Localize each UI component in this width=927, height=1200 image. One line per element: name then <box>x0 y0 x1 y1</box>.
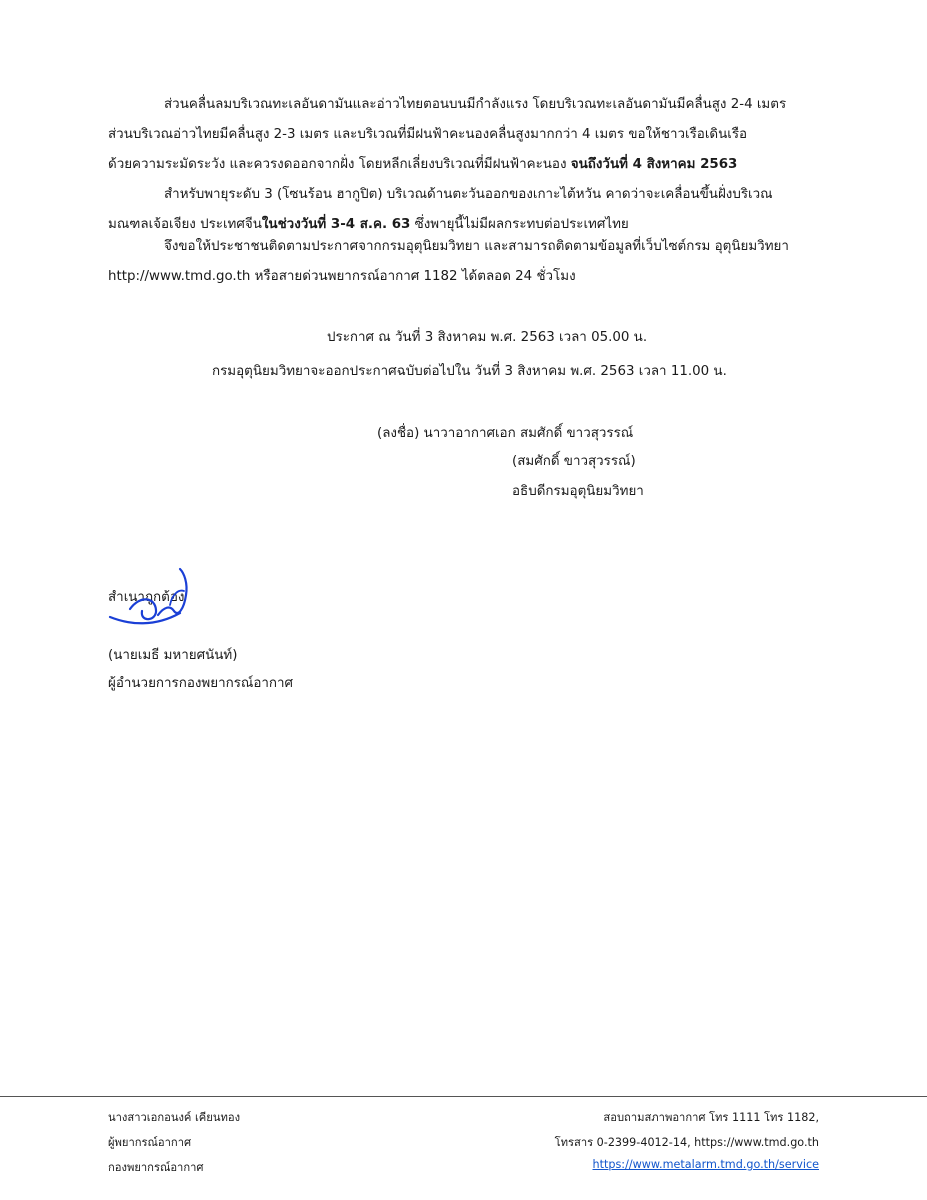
p2-line-1: สำหรับพายุระดับ 3 (โซนร้อน ฮากูปิต) บริเวณด้านตะวันออกของเกาะไต้หวัน คาดว่าจะเคลื่อนขึ้นฝั่งบริเวณ <box>164 187 773 202</box>
paragraph-sea-conditions <box>108 90 820 180</box>
footer-divider <box>0 1096 927 1097</box>
certified-name: (นายเมธี มหายศนันท์) <box>108 648 238 663</box>
p2-line-2a: มณฑลเจ้อเจียง ประเทศจีน <box>108 217 262 232</box>
announcement-next: กรมอุตุนิยมวิทยาจะออกประกาศฉบับต่อไปใน วันที่ 3 สิงหาคม พ.ศ. 2563 เวลา 11.00 น. <box>212 364 727 379</box>
signatory-signed: (ลงชื่อ) นาวาอากาศเอก สมศักดิ์ ขาวสุวรรณ์ <box>377 426 634 441</box>
paragraph-advice <box>108 232 820 292</box>
p1-line-3: ด้วยความระมัดระวัง และควรงดออกจากฝั่ง โดยหลีกเลี่ยงบริเวณที่มีฝนฟ้าคะนอง <box>108 157 571 172</box>
footer-author-name: นางสาวเอกอนงค์ เคียนทอง <box>108 1111 241 1124</box>
signatory-title: อธิบดีกรมอุตุนิยมวิทยา <box>512 484 644 499</box>
handwritten-signature <box>100 565 200 635</box>
footer-contact-fax: โทรสาร 0-2399-4012-14, https://www.tmd.go.th <box>554 1136 819 1149</box>
footer-author-division: กองพยากรณ์อากาศ <box>108 1161 204 1174</box>
p1-line-1: ส่วนคลื่นลมบริเวณทะเลอันดามันและอ่าวไทยตอนบนมีกำลังแรง โดยบริเวณทะเลอันดามันมีคลื่นสูง 2-4 เมตร <box>164 97 787 112</box>
signatory-name: (สมศักดิ์ ขาวสุวรรณ์) <box>512 454 636 469</box>
announcement-issued: ประกาศ ณ วันที่ 3 สิงหาคม พ.ศ. 2563 เวลา 05.00 น. <box>327 330 648 345</box>
p2-line-2b: ซึ่งพายุนี้ไม่มีผลกระทบต่อประเทศไทย <box>410 217 629 232</box>
certified-label: สำเนาถูกต้อง <box>108 590 185 605</box>
footer-contact-phone: สอบถามสภาพอากาศ โทร 1111 โทร 1182, <box>603 1111 819 1124</box>
footer-author-role: ผู้พยากรณ์อากาศ <box>108 1136 192 1149</box>
p1-line-2: ส่วนบริเวณอ่าวไทยมีคลื่นสูง 2-3 เมตร และบริเวณที่มีฝนฟ้าคะนองคลื่นสูงมากกว่า 4 เมตร ขอให้ชาวเรือเดินเรือ <box>108 127 748 142</box>
certified-title: ผู้อำนวยการกองพยากรณ์อากาศ <box>108 676 294 691</box>
p1-until-date: จนถึงวันที่ 4 สิงหาคม 2563 <box>570 157 738 172</box>
footer-service-link[interactable]: https://www.metalarm.tmd.go.th/service <box>592 1158 819 1171</box>
p2-date-range: ในช่วงวันที่ 3-4 ส.ค. 63 <box>261 217 411 232</box>
p3-line-2: http://www.tmd.go.th หรือสายด่วนพยากรณ์อากาศ 1182 ได้ตลอด 24 ชั่วโมง <box>108 269 576 284</box>
p3-line-1: จึงขอให้ประชาชนติดตามประกาศจากกรมอุตุนิยมวิทยา และสามารถติดตามข้อมูลที่เว็บไซต์กรม อุตุนิยมวิทยา <box>164 239 789 254</box>
paragraph-storm <box>108 180 820 240</box>
